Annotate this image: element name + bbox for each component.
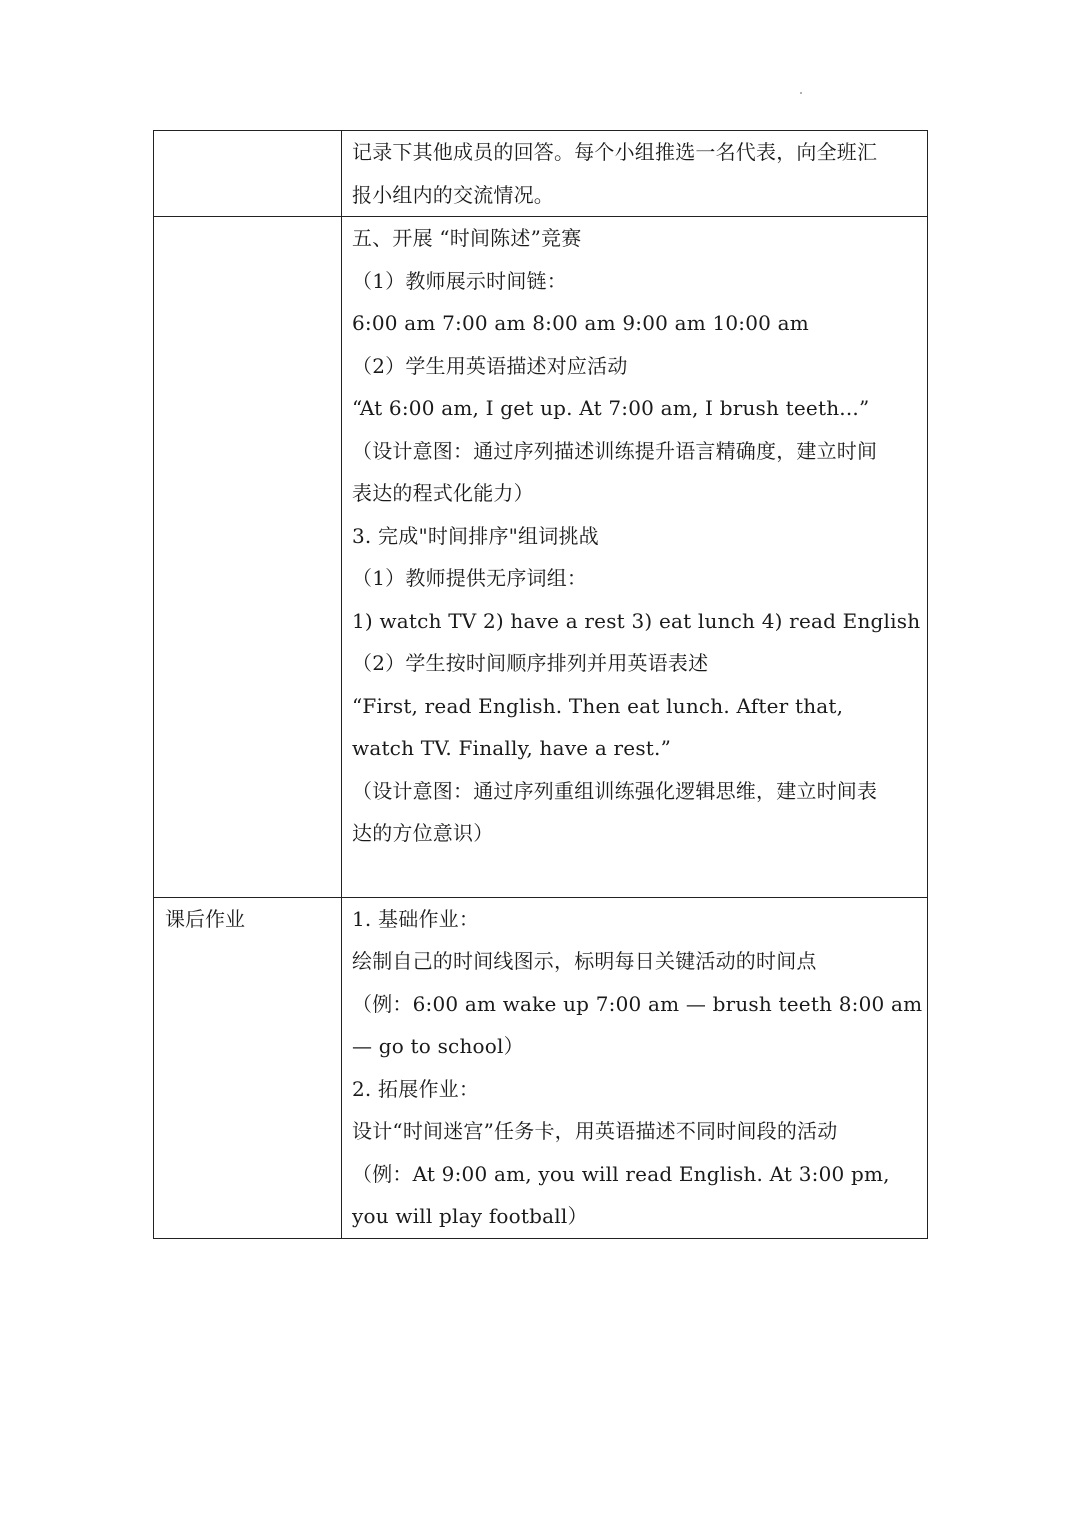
row-content: [342, 898, 927, 1238]
row-content-cell: [342, 131, 928, 217]
table-row-activity: [154, 217, 928, 898]
content-line: 报小组内的交流情况。: [352, 182, 554, 207]
example-line: you will play football）: [352, 1204, 588, 1228]
section-heading: 1. 基础作业：: [352, 906, 480, 931]
design-intent: 达的方位意识）: [352, 821, 494, 845]
section-heading: 3. 完成"时间排序"组词挑战: [352, 523, 599, 548]
row-content-cell: [342, 217, 928, 898]
example-sentence: “First, read English. Then eat lunch. After that,: [352, 693, 844, 718]
content-line: （1）教师提供无序词组：: [352, 566, 588, 590]
row-label-cell: [154, 897, 342, 1238]
table-row-continued: [154, 131, 928, 217]
example-line: — go to school）: [352, 1034, 524, 1058]
row-content: [342, 131, 927, 216]
row-content-cell: [342, 897, 928, 1238]
content-line: 绘制自己的时间线图示，标明每日关键活动的时间点: [352, 949, 817, 973]
design-intent: （设计意图：通过序列描述训练提升语言精确度，建立时间: [352, 438, 878, 463]
lesson-plan-table: [153, 130, 928, 1239]
example-sentence: “At 6:00 am, I get up. At 7:00 am, I brush teeth...”: [352, 396, 870, 420]
content-line: 设计“时间迷宫”任务卡，用英语描述不同时间段的活动: [352, 1119, 838, 1143]
content-line: （2）学生用英语描述对应活动: [352, 353, 628, 378]
page-mark: [800, 92, 802, 94]
example-line: （例：6:00 am wake up 7:00 am — brush teeth 8:00 am: [352, 991, 923, 1016]
section-heading: 五、开展 “时间陈述”竞赛: [352, 226, 582, 250]
content-line: （1）教师展示时间链：: [352, 268, 567, 293]
homework-label: 课后作业: [165, 906, 245, 931]
phrase-list: 1) watch TV 2) have a rest 3) eat lunch 4) read English: [352, 608, 921, 633]
content-line: 记录下其他成员的回答。每个小组推选一名代表，向全班汇: [352, 140, 878, 164]
section-heading: 2. 拓展作业：: [352, 1076, 480, 1101]
table-row-homework: [154, 897, 928, 1238]
content-line: （2）学生按时间顺序排列并用英语表述: [352, 651, 709, 675]
example-line: （例：At 9:00 am, you will read English. At 3:00 pm,: [352, 1161, 890, 1186]
design-intent: （设计意图：通过序列重组训练强化逻辑思维，建立时间表: [352, 778, 878, 803]
design-intent: 表达的程式化能力）: [352, 481, 534, 505]
row-content: [342, 217, 927, 897]
row-label-cell: [154, 131, 342, 217]
example-sentence: watch TV. Finally, have a rest.”: [352, 736, 672, 760]
blank-line: [352, 855, 919, 897]
time-chain: 6:00 am 7:00 am 8:00 am 9:00 am 10:00 am: [352, 311, 809, 335]
row-label-cell: [154, 217, 342, 898]
